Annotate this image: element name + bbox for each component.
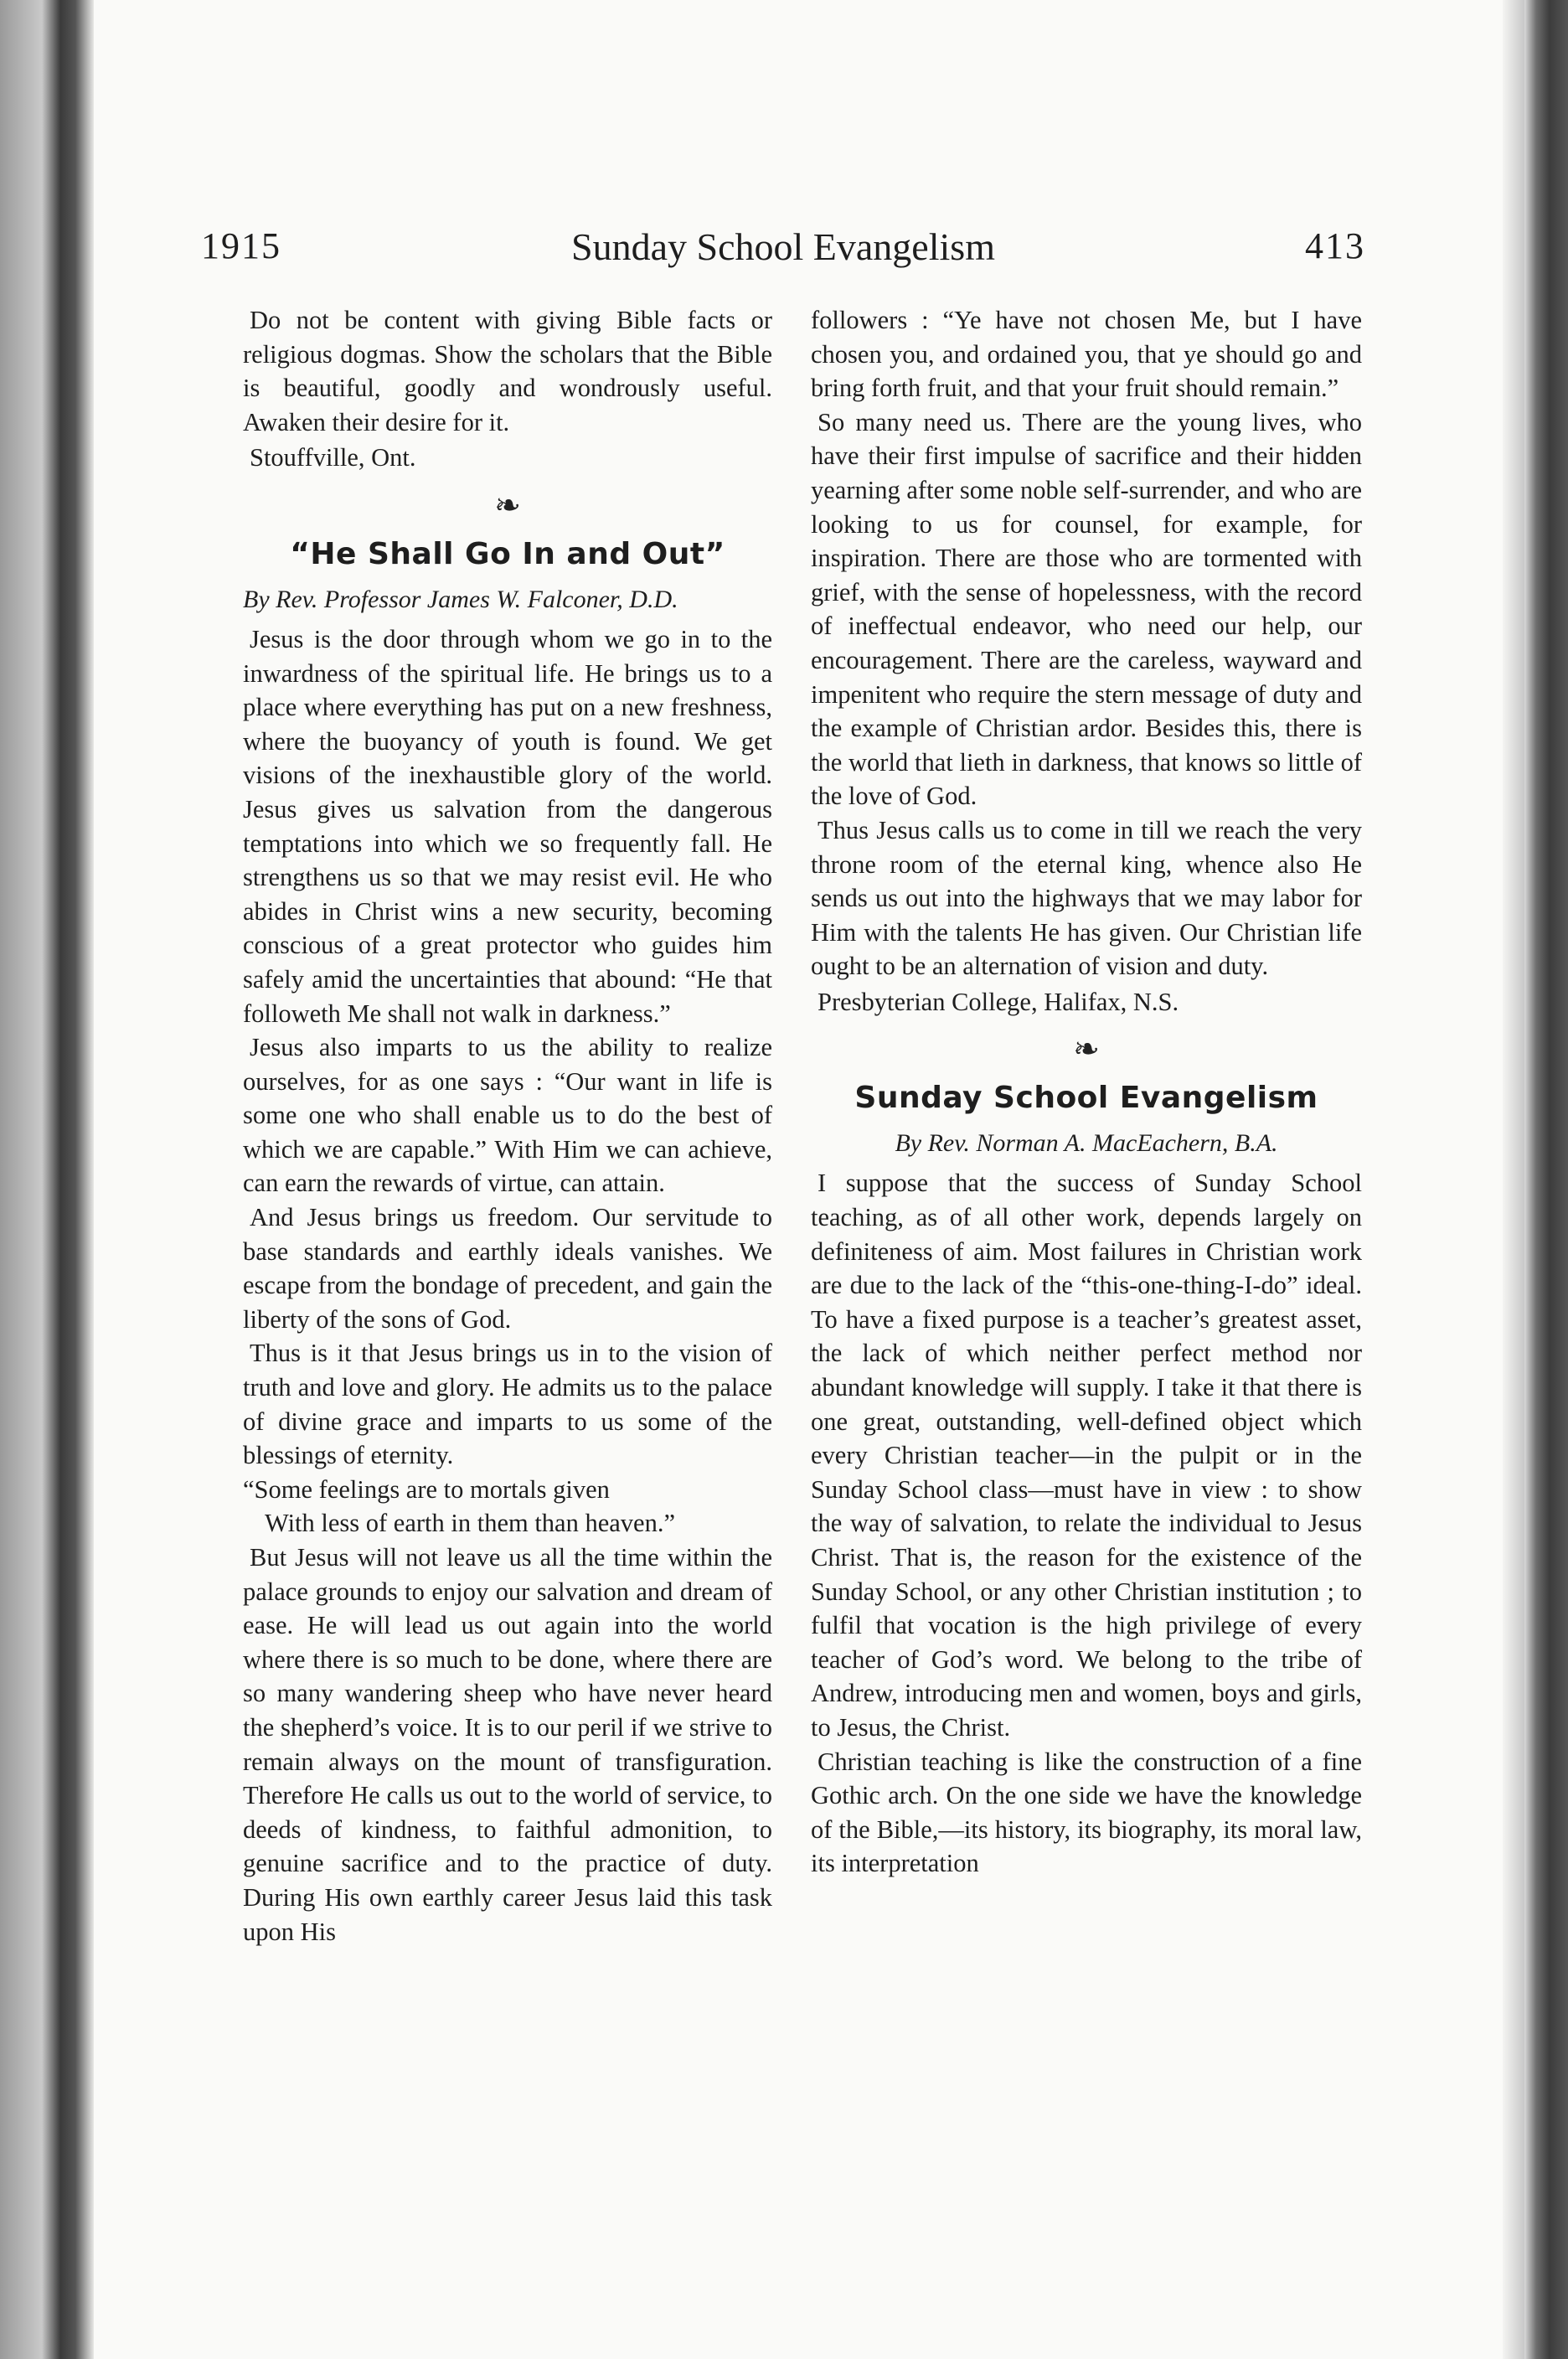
verse-line: “Some feelings are to mortals given <box>243 1474 610 1504</box>
article-title: Sunday School Evangelism <box>854 1081 1318 1116</box>
header-year: 1915 <box>201 225 281 266</box>
ornament-icon: ❧ <box>494 488 521 524</box>
running-header <box>201 225 1365 292</box>
paragraph: So many need us. There are the young lives, who have their first impulse of sacrifice and their hidden yearning after some noble self-surrender, and who are looking to us for counsel, for example, for inspiration. There are those who are tormented with grief, with the sense of hopelessness, with the record of ineffectual endeavor, who need our help, our encouragement. There are the careless, wayward and impenitent who require the stern message of duty and the example of Christian ardor. Besides this, there is the world that lieth in darkness, that knows so little of the love of God. <box>811 407 1362 811</box>
page-edge <box>1503 0 1524 2359</box>
verse-quote <box>243 1473 772 1541</box>
paragraph: Christian teaching is like the construction of a fine Gothic arch. On the one side we have the knowledge of the Bible,—its history, its biography, its moral law, its interpretation <box>811 1747 1362 1878</box>
ornament-icon: ❧ <box>1073 1032 1100 1068</box>
article-place: Presbyterian College, Halifax, N.S. <box>818 987 1179 1016</box>
article-title: “He Shall Go In and Out” <box>290 536 725 571</box>
paragraph: Jesus also imparts to us the ability to realize ourselves, for as one says : “Our want in life is some one who shall enable us to do the best of which we are capable.” With Him we can achieve, can earn the rewards of virtue, can attain. <box>243 1033 772 1198</box>
paragraph: But Jesus will not leave us all the time within the palace grounds to enjoy our salvation and dream of ease. He will lead us out again into the world where there is so much to be done, where there are so many wandering sheep who have never heard the shepherd’s voice. It is to our peril if we strive to remain always on the mount of transfiguration. Therefore He calls us out to the world of service, to deeds of kindness, to faithful admonition, to genuine sacrifice and to the practice of duty. During His own earthly career Jesus laid this task upon His <box>243 1543 772 1946</box>
intro-place: Stouffville, Ont. <box>250 443 416 472</box>
intro-paragraph: Do not be content with giving Bible facts or religious dogmas. Show the scholars that the Bible is beautiful, goodly and wondrously useful. Awaken their desire for it. <box>243 306 772 436</box>
page-number: 413 <box>1305 225 1365 266</box>
article-byline: By Rev. Professor James W. Falconer, D.D. <box>243 585 678 613</box>
book-edge-shadow <box>1524 0 1568 2359</box>
right-column <box>811 303 1362 1881</box>
paragraph: And Jesus brings us freedom. Our servitude to base standards and earthly ideals vanishes. We escape from the bondage of precedent, and gain the liberty of the sons of God. <box>243 1203 772 1334</box>
paragraph: Thus is it that Jesus brings us in to the vision of truth and love and glory. He admits us to the palace of divine grace and imparts to us some of the blessings of eternity. <box>243 1339 772 1470</box>
article-byline: By Rev. Norman A. MacEachern, B.A. <box>895 1129 1278 1158</box>
verse-line: With less of earth in them than heaven.” <box>265 1509 675 1538</box>
paragraph: Jesus is the door through whom we go in to the inwardness of the spiritual life. He brings us to a place where everything has put on a new freshness, where the buoyancy of youth is found. We get visions of the inexhaustible glory of the world. Jesus gives us salvation from the dangerous temptations into which we so frequently fall. He strengthens us so that we may resist evil. He who abides in Christ wins a new security, becoming conscious of a great protector who guides him safely amid the uncertainties that abound: “He that followeth Me shall not walk in darkness.” <box>243 624 772 1028</box>
header-title: Sunday School Evangelism <box>571 225 995 268</box>
paragraph: Thus Jesus calls us to come in till we reach the very throne room of the eternal king, whence also He sends us out into the highways that we may labor for Him with the talents He has given. Our Christian life ought to be an alternation of vision and duty. <box>811 815 1362 981</box>
book-spine-shadow <box>0 0 94 2359</box>
paragraph: I suppose that the success of Sunday School teaching, as of all other work, depends largely on definiteness of aim. Most failures in Christian work are due to the lack of the “this-one-thing-I-do” ideal. To have a fixed purpose is a teacher’s greatest asset, the lack of which neither perfect method nor abundant knowledge will supply. I take it that there is one great, outstanding, well-defined object which every Christian teacher—in the pulpit or in the Sunday School class—must have in view : to show the way of salvation, to relate the individual to Jesus Christ. That is, the reason for the existence of the Sunday School, or any other Christian institution ; to fulfil that vocation is the high privilege of every teacher of God’s word. We belong to the tribe of Andrew, introducing men and women, boys and girls, to Jesus, the Christ. <box>811 1169 1362 1742</box>
left-column <box>243 303 772 1949</box>
continuation-paragraph: followers : “Ye have not chosen Me, but I have chosen you, and ordained you, that ye should go and bring forth fruit, and that your fruit should remain.” <box>811 306 1362 403</box>
